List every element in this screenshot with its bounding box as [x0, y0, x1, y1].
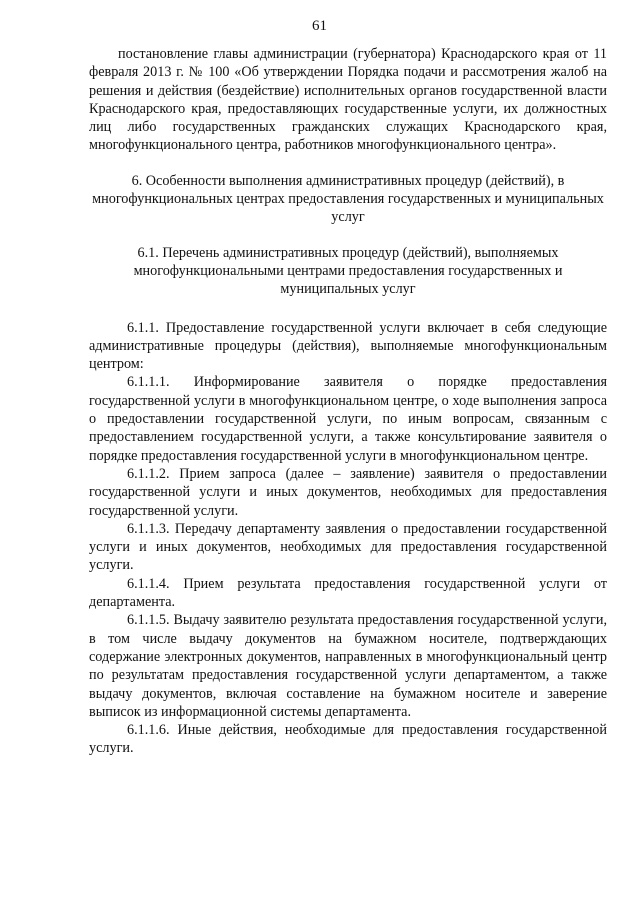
- document-body: [89, 45, 607, 758]
- paragraph-6-1-1: 6.1.1. Предоставление государственной услуги включает в себя следующие административные процедуры (действия), выполняемые многофункциональным центром:: [89, 319, 607, 373]
- paragraph-6-1-1-6: 6.1.1.6. Иные действия, необходимые для предоставления государственной услуги.: [89, 722, 607, 757]
- paragraph-6-1-1-3: 6.1.1.3. Передачу департаменту заявления о предоставлении государственной услуги и иных документов, необходимых для предоставления государственной услуги.: [89, 520, 607, 574]
- page-number: 61: [312, 18, 327, 34]
- paragraph-6-1-1-5: 6.1.1.5. Выдачу заявителю результата предоставления государственной услуги, в том числе выдачу документов на бумажном носителе, подтверждающих содержание электронных документов, направленных в многофункциональный центр по результатам предоставления государственной услуги департаментом, а также выдачу документов, включая составление на бумажном носителе и заверение выписок из информационной системы департамента.: [89, 612, 607, 720]
- paragraph-6-1-1-1: 6.1.1.1. Информирование заявителя о порядке предоставления государственной услуги в многофункциональном центре, о ходе выполнения запроса о предоставлении государственной услуги, по иным вопросам, связанным с предоставлением государственной услуги, а также консультирование заявителя о порядке предоставления государственной услуги в многофункциональном центре.: [89, 374, 607, 464]
- section-heading: 6. Особенности выполнения административных процедур (действий), в многофункциональных центрах предоставления государственных и муниципальных услуг: [92, 172, 604, 226]
- subsection-heading: 6.1. Перечень административных процедур (действий), выполняемых многофункциональными центрами предоставления государственных и муниципальных услуг: [133, 244, 563, 298]
- intro-paragraph: постановление главы администрации (губернатора) Краснодарского края от 11 февраля 2013 г. № 100 «Об утверждении Порядка подачи и рассмотрения жалоб на решения и действия (бездействие) исполнительных органов государственной власти Краснодарского края, предоставляющих государственные услуги, их должностных лиц либо государственных гражданских служащих Краснодарского края, многофункционального центра, работников многофункционального центра».: [89, 46, 607, 154]
- paragraph-6-1-1-4: 6.1.1.4. Прием результата предоставления государственной услуги от департамента.: [89, 575, 607, 611]
- paragraph-6-1-1-2: 6.1.1.2. Прием запроса (далее – заявление) заявителя о предоставлении государственной услуги и иных документов, необходимых для предоставления государственной услуги.: [89, 465, 607, 519]
